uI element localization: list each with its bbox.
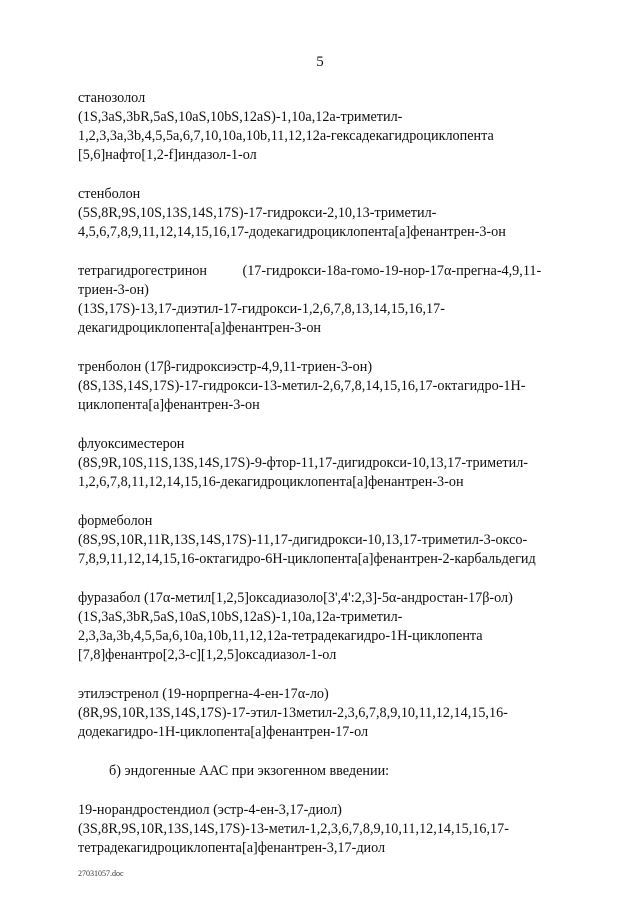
iupac-name-line: 1,2,3,3a,3b,4,5,5a,6,7,10,10a,10b,11,12,12a-гексадекагидроциклопента	[78, 128, 494, 144]
compound-name: станозолол	[78, 90, 146, 106]
iupac-name-line: (1S,3aS,3bR,5aS,10aS,10bS,12aS)-1,10a,12a-триметил-	[78, 109, 403, 125]
compound-entry-stanozolol	[78, 89, 578, 165]
iupac-name-line: (8R,9S,10R,13S,14S,17S)-17-этил-13метил-2,3,6,7,8,9,10,11,12,14,15,16-	[78, 705, 508, 721]
iupac-name-line: циклопента[a]фенантрен-3-он	[78, 397, 260, 413]
compound-entry-formebolone	[78, 512, 578, 569]
iupac-name-line: (8S,9R,10S,11S,13S,14S,17S)-9-фтор-11,17-дигидрокси-10,13,17-триметил-	[78, 455, 529, 471]
compound-name: стенболон	[78, 186, 141, 202]
iupac-name-line: (8S,13S,14S,17S)-17-гидрокси-13-метил-2,6,7,8,14,15,16,17-октагидро-1H-	[78, 378, 526, 394]
iupac-name-line: тетрадекагидроциклопента[a]фенантрен-3,17-диол	[78, 840, 386, 856]
compound-entry-trenbolone	[78, 358, 578, 415]
iupac-name-line: (5S,8R,9S,10S,13S,14S,17S)-17-гидрокси-2,10,13-триметил-	[78, 205, 437, 221]
iupac-name-line: 2,3,3a,3b,4,5,5a,6,10a,10b,11,12,12a-тетрадекагидро-1H-циклопента	[78, 628, 483, 644]
iupac-name-line: декагидроциклопента[a]фенантрен-3-он	[78, 320, 322, 336]
compound-name: формеболон	[78, 513, 153, 529]
document-body	[78, 89, 578, 878]
compound-name: этилэстренол (19-норпрегна-4-ен-17α-ло)	[78, 686, 329, 702]
iupac-name-line: [5,6]нафто[1,2-f]индазол-1-ол	[78, 147, 257, 163]
document-filename: 27031057.doc	[78, 869, 124, 878]
iupac-name-line: додекагидро-1H-циклопента[a]фенантрен-17-ол	[78, 724, 369, 740]
iupac-name-line: 7,8,9,11,12,14,15,16-октагидро-6H-циклопента[a]фенантрен-2-карбальдегид	[78, 551, 536, 567]
iupac-name-line: 4,5,6,7,8,9,11,12,14,15,16,17-додекагидроциклопента[a]фенантрен-3-он	[78, 224, 506, 240]
iupac-name-line: (3S,8R,9S,10R,13S,14S,17S)-13-метил-1,2,3,6,7,8,9,10,11,12,14,15,16,17-	[78, 821, 509, 837]
iupac-name-line: 1,2,6,7,8,11,12,14,15,16-декагидроциклопента[a]фенантрен-3-он	[78, 474, 464, 490]
compound-entry-tetrahydrogestrinone	[78, 262, 578, 338]
compound-name: флуоксиместерон	[78, 436, 185, 452]
compound-entry-19-norandrostenediol	[78, 801, 578, 858]
iupac-name-line: (8S,9S,10R,11R,13S,14S,17S)-11,17-дигидрокси-10,13,17-триметил-3-оксо-	[78, 532, 528, 548]
iupac-name-line: (1S,3aS,3bR,5aS,10aS,10bS,12aS)-1,10a,12a-триметил-	[78, 609, 403, 625]
compound-name: 19-норандростендиол (эстр-4-ен-3,17-диол)	[78, 802, 342, 818]
compound-entry-fluoxymesterone	[78, 435, 578, 492]
compound-name: тетрагидрогестринон (17-гидрокси-18а-гомо-19-нор-17α-прегна-4,9,11-	[78, 263, 542, 279]
compound-name: тренболон (17β-гидроксиэстр-4,9,11-триен-3-он)	[78, 359, 373, 375]
compound-name-continued: триен-3-он)	[78, 282, 149, 298]
iupac-name-line: (13S,17S)-13,17-диэтил-17-гидрокси-1,2,6,7,8,13,14,15,16,17-	[78, 301, 445, 317]
compound-entry-furazabol	[78, 589, 578, 665]
section-heading: б) эндогенные ААС при экзогенном введении:	[109, 763, 390, 779]
compound-entry-ethylestrenol	[78, 685, 578, 742]
iupac-name-line: [7,8]фенантро[2,3-c][1,2,5]оксадиазол-1-ол	[78, 647, 337, 663]
page-number: 5	[316, 54, 324, 70]
compound-entry-stenbolone	[78, 185, 578, 242]
compound-name: фуразабол (17α-метил[1,2,5]оксадиазоло[3',4':2,3]-5α-андростан-17β-ол)	[78, 590, 513, 606]
